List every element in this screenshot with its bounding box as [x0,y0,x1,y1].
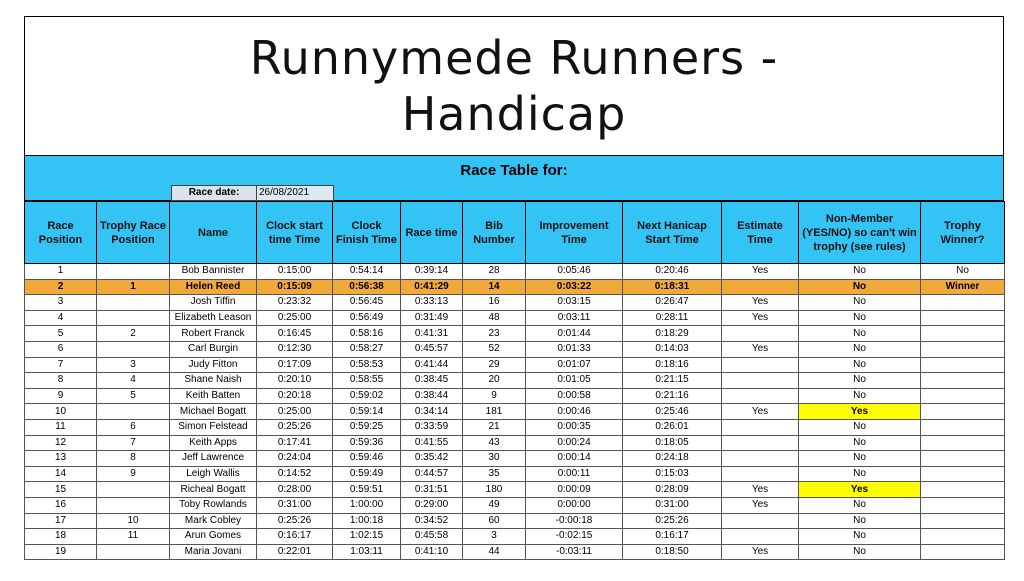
table-row [25,279,1005,295]
runner-name-cell[interactable]: Josh Tiffin [170,295,257,311]
race-time-cell[interactable]: 0:41:10 [401,544,463,560]
race-time-cell[interactable]: 0:41:44 [401,357,463,373]
clock-start-time-cell[interactable]: 0:20:10 [257,373,333,389]
race-sheet [24,16,1004,560]
trophy-race-position-cell[interactable]: 8 [97,451,170,467]
runner-name-cell[interactable]: Helen Reed [170,279,257,295]
non-member-flag-cell[interactable]: No [799,373,921,389]
estimate-time-cell[interactable]: Yes [722,264,799,280]
improvement-time-cell[interactable]: 0:03:22 [526,279,623,295]
runner-name-cell[interactable]: Jeff Lawrence [170,451,257,467]
trophy-race-position-cell[interactable]: 10 [97,513,170,529]
runner-name-cell[interactable]: Keith Batten [170,388,257,404]
page-title [250,30,779,142]
next-handicap-start-time-cell[interactable]: 0:28:09 [623,482,722,498]
non-member-flag-cell[interactable]: No [799,419,921,435]
race-position-cell[interactable]: 12 [25,435,97,451]
runner-name-cell[interactable]: Arun Gomes [170,529,257,545]
trophy-race-position-cell[interactable] [97,544,170,560]
runner-name-cell[interactable]: Maria Jovani [170,544,257,560]
clock-finish-time-cell[interactable]: 0:56:38 [333,279,401,295]
race-position-cell[interactable]: 17 [25,513,97,529]
race-position-cell[interactable]: 4 [25,310,97,326]
trophy-winner-cell[interactable] [921,466,1005,482]
clock-finish-time-cell[interactable]: 0:56:49 [333,310,401,326]
bib-number-cell[interactable]: 181 [463,404,526,420]
table-row [25,435,1005,451]
next-handicap-start-time-cell[interactable]: 0:21:16 [623,388,722,404]
estimate-time-cell[interactable] [722,529,799,545]
trophy-winner-cell[interactable]: Winner [921,279,1005,295]
non-member-flag-cell[interactable]: No [799,264,921,280]
clock-finish-time-cell[interactable]: 1:03:11 [333,544,401,560]
trophy-winner-cell[interactable] [921,310,1005,326]
race-time-cell[interactable]: 0:35:42 [401,451,463,467]
estimate-time-cell[interactable] [722,388,799,404]
trophy-race-position-cell[interactable]: 7 [97,435,170,451]
table-row [25,373,1005,389]
runner-name-cell[interactable]: Mark Cobley [170,513,257,529]
non-member-flag-cell[interactable]: No [799,341,921,357]
bib-number-cell[interactable]: 20 [463,373,526,389]
race-date-row [171,185,334,201]
improvement-time-cell[interactable]: 0:00:24 [526,435,623,451]
non-member-flag-cell[interactable]: No [799,326,921,342]
table-row [25,513,1005,529]
estimate-time-cell[interactable]: Yes [722,497,799,513]
column-header: Trophy Winner? [921,202,1005,264]
improvement-time-cell[interactable]: 0:03:11 [526,310,623,326]
trophy-race-position-cell[interactable]: 2 [97,326,170,342]
bib-number-cell[interactable]: 28 [463,264,526,280]
clock-finish-time-cell[interactable]: 0:59:14 [333,404,401,420]
next-handicap-start-time-cell[interactable]: 0:28:11 [623,310,722,326]
bib-number-cell[interactable]: 14 [463,279,526,295]
improvement-time-cell[interactable]: -0:00:18 [526,513,623,529]
trophy-winner-cell[interactable] [921,326,1005,342]
non-member-flag-cell[interactable]: No [799,279,921,295]
race-table [24,201,1005,560]
next-handicap-start-time-cell[interactable]: 0:18:05 [623,435,722,451]
race-position-cell[interactable]: 3 [25,295,97,311]
estimate-time-cell[interactable] [722,373,799,389]
improvement-time-cell[interactable]: 0:05:46 [526,264,623,280]
next-handicap-start-time-cell[interactable]: 0:24:18 [623,451,722,467]
clock-finish-time-cell[interactable]: 0:58:53 [333,357,401,373]
column-header: Next Hanicap Start Time [623,202,722,264]
non-member-flag-cell[interactable]: No [799,466,921,482]
trophy-winner-cell[interactable] [921,497,1005,513]
bib-number-cell[interactable]: 29 [463,357,526,373]
race-time-cell[interactable]: 0:41:31 [401,326,463,342]
table-row [25,264,1005,280]
column-header: Trophy Race Position [97,202,170,264]
runner-name-cell[interactable]: Keith Apps [170,435,257,451]
clock-start-time-cell[interactable]: 0:15:09 [257,279,333,295]
estimate-time-cell[interactable]: Yes [722,341,799,357]
race-table-subheader [24,155,1004,201]
next-handicap-start-time-cell[interactable]: 0:31:00 [623,497,722,513]
trophy-winner-cell[interactable] [921,451,1005,467]
runner-name-cell[interactable]: Richeal Bogatt [170,482,257,498]
race-time-cell[interactable]: 0:41:29 [401,279,463,295]
trophy-race-position-cell[interactable]: 6 [97,419,170,435]
improvement-time-cell[interactable]: 0:00:35 [526,419,623,435]
improvement-time-cell[interactable]: 0:01:44 [526,326,623,342]
improvement-time-cell[interactable]: 0:00:46 [526,404,623,420]
clock-start-time-cell[interactable]: 0:16:45 [257,326,333,342]
race-time-cell[interactable]: 0:39:14 [401,264,463,280]
non-member-flag-cell[interactable]: No [799,295,921,311]
trophy-winner-cell[interactable] [921,544,1005,560]
race-position-cell[interactable]: 1 [25,264,97,280]
estimate-time-cell[interactable] [722,513,799,529]
bib-number-cell[interactable]: 21 [463,419,526,435]
clock-start-time-cell[interactable]: 0:14:52 [257,466,333,482]
trophy-race-position-cell[interactable]: 11 [97,529,170,545]
non-member-flag-cell[interactable]: No [799,544,921,560]
table-row [25,388,1005,404]
clock-start-time-cell[interactable]: 0:25:00 [257,310,333,326]
race-time-cell[interactable]: 0:33:59 [401,419,463,435]
column-header: Improvement Time [526,202,623,264]
clock-start-time-cell[interactable]: 0:20:18 [257,388,333,404]
estimate-time-cell[interactable] [722,419,799,435]
runner-name-cell[interactable]: Shane Naish [170,373,257,389]
race-position-cell[interactable]: 6 [25,341,97,357]
estimate-time-cell[interactable] [722,435,799,451]
race-position-cell[interactable]: 2 [25,279,97,295]
non-member-flag-cell[interactable]: No [799,388,921,404]
column-header: Bib Number [463,202,526,264]
estimate-time-cell[interactable] [722,357,799,373]
clock-start-time-cell[interactable]: 0:31:00 [257,497,333,513]
table-body [25,264,1005,560]
clock-finish-time-cell[interactable]: 0:59:46 [333,451,401,467]
improvement-time-cell[interactable]: -0:03:11 [526,544,623,560]
bib-number-cell[interactable]: 180 [463,482,526,498]
runner-name-cell[interactable]: Simon Felstead [170,419,257,435]
race-time-cell[interactable]: 0:41:55 [401,435,463,451]
non-member-flag-cell[interactable]: No [799,310,921,326]
trophy-winner-cell[interactable] [921,388,1005,404]
race-table-subtitle: Race Table for: [460,162,568,179]
improvement-time-cell[interactable]: 0:01:07 [526,357,623,373]
table-row [25,451,1005,467]
bib-number-cell[interactable]: 9 [463,388,526,404]
improvement-time-cell[interactable]: 0:00:58 [526,388,623,404]
next-handicap-start-time-cell[interactable]: 0:18:29 [623,326,722,342]
improvement-time-cell[interactable]: 0:00:14 [526,451,623,467]
race-position-cell[interactable]: 11 [25,419,97,435]
trophy-winner-cell[interactable] [921,404,1005,420]
bib-number-cell[interactable]: 16 [463,295,526,311]
estimate-time-cell[interactable]: Yes [722,404,799,420]
trophy-winner-cell[interactable]: No [921,264,1005,280]
column-header: Clock Finish Time [333,202,401,264]
next-handicap-start-time-cell[interactable]: 0:21:15 [623,373,722,389]
table-row [25,529,1005,545]
clock-finish-time-cell[interactable]: 0:59:02 [333,388,401,404]
column-header: Estimate Time [722,202,799,264]
non-member-flag-cell[interactable]: No [799,435,921,451]
trophy-race-position-cell[interactable]: 4 [97,373,170,389]
bib-number-cell[interactable]: 35 [463,466,526,482]
runner-name-cell[interactable]: Robert Franck [170,326,257,342]
race-time-cell[interactable]: 0:31:49 [401,310,463,326]
estimate-time-cell[interactable]: Yes [722,310,799,326]
table-row [25,497,1005,513]
race-time-cell[interactable]: 0:34:14 [401,404,463,420]
title-line-1: Runnymede Runners - [249,31,779,85]
bib-number-cell[interactable]: 49 [463,497,526,513]
bib-number-cell[interactable]: 43 [463,435,526,451]
clock-finish-time-cell[interactable]: 0:54:14 [333,264,401,280]
column-header: Clock start time Time [257,202,333,264]
column-header: Name [170,202,257,264]
next-handicap-start-time-cell[interactable]: 0:18:16 [623,357,722,373]
clock-finish-time-cell[interactable]: 0:59:25 [333,419,401,435]
race-position-cell[interactable]: 19 [25,544,97,560]
non-member-flag-cell[interactable]: Yes [799,404,921,420]
clock-start-time-cell[interactable]: 0:24:04 [257,451,333,467]
next-handicap-start-time-cell[interactable]: 0:25:26 [623,513,722,529]
clock-start-time-cell[interactable]: 0:25:26 [257,419,333,435]
clock-finish-time-cell[interactable]: 0:59:49 [333,466,401,482]
bib-number-cell[interactable]: 30 [463,451,526,467]
trophy-winner-cell[interactable] [921,482,1005,498]
runner-name-cell[interactable]: Carl Burgin [170,341,257,357]
clock-start-time-cell[interactable]: 0:16:17 [257,529,333,545]
improvement-time-cell[interactable]: 0:03:15 [526,295,623,311]
column-header: Non-Member (YES/NO) so can't win trophy (see rules) [799,202,921,264]
runner-name-cell[interactable]: Bob Bannister [170,264,257,280]
runner-name-cell[interactable]: Judy Fitton [170,357,257,373]
race-time-cell[interactable]: 0:33:13 [401,295,463,311]
estimate-time-cell[interactable] [722,466,799,482]
race-time-cell[interactable]: 0:38:44 [401,388,463,404]
estimate-time-cell[interactable] [722,279,799,295]
race-position-cell[interactable]: 15 [25,482,97,498]
clock-start-time-cell[interactable]: 0:17:41 [257,435,333,451]
race-time-cell[interactable]: 0:31:51 [401,482,463,498]
race-position-cell[interactable]: 18 [25,529,97,545]
clock-finish-time-cell[interactable]: 1:00:00 [333,497,401,513]
clock-start-time-cell[interactable]: 0:25:26 [257,513,333,529]
next-handicap-start-time-cell[interactable]: 0:18:50 [623,544,722,560]
clock-finish-time-cell[interactable]: 1:02:15 [333,529,401,545]
runner-name-cell[interactable]: Michael Bogatt [170,404,257,420]
table-row [25,310,1005,326]
table-row [25,341,1005,357]
runner-name-cell[interactable]: Leigh Wallis [170,466,257,482]
estimate-time-cell[interactable]: Yes [722,295,799,311]
race-time-cell[interactable]: 0:45:58 [401,529,463,545]
non-member-flag-cell[interactable]: No [799,513,921,529]
race-time-cell[interactable]: 0:45:57 [401,341,463,357]
next-handicap-start-time-cell[interactable]: 0:18:31 [623,279,722,295]
table-row [25,482,1005,498]
trophy-winner-cell[interactable] [921,357,1005,373]
improvement-time-cell[interactable]: 0:00:11 [526,466,623,482]
trophy-race-position-cell[interactable] [97,264,170,280]
race-time-cell[interactable]: 0:34:52 [401,513,463,529]
next-handicap-start-time-cell[interactable]: 0:26:47 [623,295,722,311]
improvement-time-cell[interactable]: 0:01:33 [526,341,623,357]
next-handicap-start-time-cell[interactable]: 0:14:03 [623,341,722,357]
race-position-cell[interactable]: 10 [25,404,97,420]
estimate-time-cell[interactable] [722,451,799,467]
trophy-winner-cell[interactable] [921,513,1005,529]
table-row [25,466,1005,482]
column-header: Race Position [25,202,97,264]
next-handicap-start-time-cell[interactable]: 0:20:46 [623,264,722,280]
trophy-winner-cell[interactable] [921,419,1005,435]
race-time-cell[interactable]: 0:38:45 [401,373,463,389]
clock-finish-time-cell[interactable]: 0:59:36 [333,435,401,451]
table-row [25,326,1005,342]
trophy-winner-cell[interactable] [921,373,1005,389]
clock-start-time-cell[interactable]: 0:23:32 [257,295,333,311]
next-handicap-start-time-cell[interactable]: 0:15:03 [623,466,722,482]
trophy-race-position-cell[interactable] [97,341,170,357]
trophy-race-position-cell[interactable]: 5 [97,388,170,404]
race-date-value[interactable]: 26/08/2021 [257,185,334,201]
table-row [25,295,1005,311]
race-position-cell[interactable]: 9 [25,388,97,404]
trophy-race-position-cell[interactable] [97,404,170,420]
non-member-flag-cell[interactable]: No [799,529,921,545]
race-position-cell[interactable]: 7 [25,357,97,373]
clock-finish-time-cell[interactable]: 0:56:45 [333,295,401,311]
bib-number-cell[interactable]: 23 [463,326,526,342]
trophy-race-position-cell[interactable] [97,497,170,513]
trophy-race-position-cell[interactable] [97,310,170,326]
race-time-cell[interactable]: 0:29:00 [401,497,463,513]
next-handicap-start-time-cell[interactable]: 0:26:01 [623,419,722,435]
column-header: Race time [401,202,463,264]
bib-number-cell[interactable]: 60 [463,513,526,529]
trophy-race-position-cell[interactable]: 3 [97,357,170,373]
header-row [25,202,1005,264]
next-handicap-start-time-cell[interactable]: 0:16:17 [623,529,722,545]
race-position-cell[interactable]: 13 [25,451,97,467]
race-position-cell[interactable]: 5 [25,326,97,342]
trophy-winner-cell[interactable] [921,295,1005,311]
non-member-flag-cell[interactable]: No [799,357,921,373]
bib-number-cell[interactable]: 48 [463,310,526,326]
improvement-time-cell[interactable]: 0:00:09 [526,482,623,498]
clock-start-time-cell[interactable]: 0:15:00 [257,264,333,280]
bib-number-cell[interactable]: 44 [463,544,526,560]
bib-number-cell[interactable]: 3 [463,529,526,545]
estimate-time-cell[interactable] [722,326,799,342]
next-handicap-start-time-cell[interactable]: 0:25:46 [623,404,722,420]
trophy-race-position-cell[interactable] [97,295,170,311]
clock-start-time-cell[interactable]: 0:28:00 [257,482,333,498]
clock-start-time-cell[interactable]: 0:22:01 [257,544,333,560]
table-row [25,357,1005,373]
clock-finish-time-cell[interactable]: 0:58:27 [333,341,401,357]
clock-finish-time-cell[interactable]: 1:00:18 [333,513,401,529]
race-position-cell[interactable]: 8 [25,373,97,389]
runner-name-cell[interactable]: Toby Rowlands [170,497,257,513]
race-time-cell[interactable]: 0:44:57 [401,466,463,482]
trophy-winner-cell[interactable] [921,341,1005,357]
trophy-race-position-cell[interactable]: 9 [97,466,170,482]
improvement-time-cell[interactable]: 0:00:00 [526,497,623,513]
title-box [24,16,1004,155]
table-row [25,419,1005,435]
race-date-label: Race date: [171,185,257,201]
clock-start-time-cell[interactable]: 0:17:09 [257,357,333,373]
improvement-time-cell[interactable]: 0:01:05 [526,373,623,389]
table-row [25,404,1005,420]
clock-finish-time-cell[interactable]: 0:59:51 [333,482,401,498]
non-member-flag-cell[interactable]: Yes [799,482,921,498]
estimate-time-cell[interactable]: Yes [722,544,799,560]
title-line-2: Handicap [401,87,627,141]
trophy-race-position-cell[interactable] [97,482,170,498]
bib-number-cell[interactable]: 52 [463,341,526,357]
trophy-winner-cell[interactable] [921,529,1005,545]
clock-finish-time-cell[interactable]: 0:58:55 [333,373,401,389]
clock-start-time-cell[interactable]: 0:12:30 [257,341,333,357]
trophy-race-position-cell[interactable]: 1 [97,279,170,295]
trophy-winner-cell[interactable] [921,435,1005,451]
race-position-cell[interactable]: 14 [25,466,97,482]
non-member-flag-cell[interactable]: No [799,497,921,513]
runner-name-cell[interactable]: Elizabeth Leason [170,310,257,326]
clock-start-time-cell[interactable]: 0:25:00 [257,404,333,420]
estimate-time-cell[interactable]: Yes [722,482,799,498]
table-row [25,544,1005,560]
improvement-time-cell[interactable]: -0:02:15 [526,529,623,545]
race-position-cell[interactable]: 16 [25,497,97,513]
non-member-flag-cell[interactable]: No [799,451,921,467]
clock-finish-time-cell[interactable]: 0:58:16 [333,326,401,342]
